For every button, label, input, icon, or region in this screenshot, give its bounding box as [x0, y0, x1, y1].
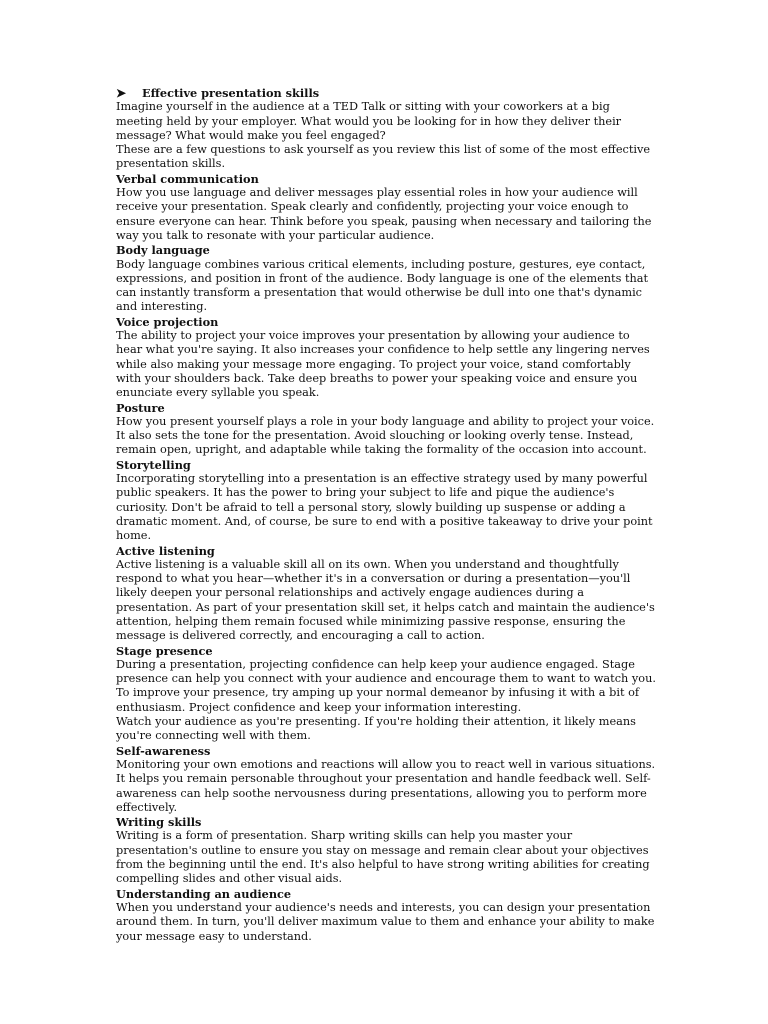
section-paragraph: Monitoring your own emotions and reactions will allow you to react well in various situations. It helps you remain personable throughout your presentation and handle feedback well. Self-awareness can help soothe nervousness during presentations, allowing you to perform more effectively.: [116, 757, 656, 814]
section-paragraph: How you present yourself plays a role in your body language and ability to project your voice. It also sets the tone for the presentation. Avoid slouching or looking overly tense. Instead, remain open, upright, and adaptable while taking the formality of the occasion into account.: [116, 414, 655, 457]
section-paragraph: How you use language and deliver messages play essential roles in how your audience will receive your presentation. Speak clearly and confidently, projecting your voice enough to ensure everyone can hear. Think before you speak, pausing when necessary and tailoring the way you talk to resonate with your particular audience.: [116, 186, 652, 242]
section-paragraph: During a presentation, projecting confidence can help keep your audience engaged. Stage presence can help you connect with your audience and encourage them to want to watch you. To improve your presence, try amping up your normal demeanor by infusing it with a bit of enthusiasm. Project confidence and keep your information interesting.: [116, 657, 656, 714]
section-heading: Self-awareness: [116, 743, 211, 758]
intro-paragraph: These are a few questions to ask yourself as you review this list of some of the most effective presentation skills.: [116, 143, 651, 171]
section-heading: Understanding an audience: [116, 886, 292, 901]
section-paragraph: Incorporating storytelling into a presentation is an effective strategy used by many powerful public speakers. It has the power to bring your subject to life and pique the audience's curiosity. Don't be afraid to tell a personal story, slowly building up suspense or adding a dramatic moment. And, of course, be sure to end with a positive takeaway to drive your point home.: [116, 472, 653, 543]
section-heading: Verbal communication: [116, 171, 259, 186]
section-heading: Body language: [116, 243, 210, 258]
section-heading: Voice projection: [116, 314, 219, 329]
section-paragraph: Active listening is a valuable skill all on its own. When you understand and thoughtfully respond to what you hear—whether it's in a conversation or during a presentation—you'll likely deepen your personal relationships and actively engage audiences during a presentation. As part of your presentation skill set, it helps catch and maintain the audience's attention, helping them remain focused while minimizing passive response, ensuring the message is delivered correctly, and encouraging a call to action.: [116, 557, 655, 643]
section-heading: Stage presence: [116, 643, 213, 658]
section-paragraph: When you understand your audience's needs and interests, you can design your presentation around them. In turn, you'll deliver maximum value to them and enhance your ability to make your message easy to understand.: [116, 900, 655, 943]
section-paragraph: The ability to project your voice improves your presentation by allowing your audience to hear what you're saying. It also increases your confidence to help settle any lingering nerves while also making your message more engaging. To project your voice, stand comfortably with your shoulders back. Take deep breaths to power your speaking voice and ensure you enunciate every syllable you speak.: [116, 329, 650, 400]
section-paragraph: Body language combines various critical elements, including posture, gestures, eye contact, expressions, and position in front of the audience. Body language is one of the elements that can instantly transform a presentation that would otherwise be dull into one that's dynamic and interesting.: [116, 257, 649, 314]
section-paragraph: Writing is a form of presentation. Sharp writing skills can help you master your presentation's outline to ensure you stay on message and remain clear about your objectives from the beginning until the end. It's also helpful to have strong writing abilities for creating compelling slides and other visual aids.: [116, 829, 650, 886]
document-title-line: [116, 86, 656, 100]
section-heading: Active listening: [116, 543, 215, 558]
section-paragraph: Watch your audience as you're presenting. If you're holding their attention, it likely means you're connecting well with them.: [116, 715, 636, 743]
arrow-bullet-icon: ➤: [116, 86, 127, 100]
document-page: [116, 86, 656, 944]
document-title: Effective presentation skills: [142, 86, 320, 100]
section-heading: Storytelling: [116, 457, 191, 472]
section-heading: Writing skills: [116, 815, 202, 830]
section-heading: Posture: [116, 400, 165, 415]
intro-paragraph: Imagine yourself in the audience at a TED Talk or sitting with your coworkers at a big meeting held by your employer. What would you be looking for in how they deliver their message? What would make you feel engaged?: [116, 100, 622, 142]
